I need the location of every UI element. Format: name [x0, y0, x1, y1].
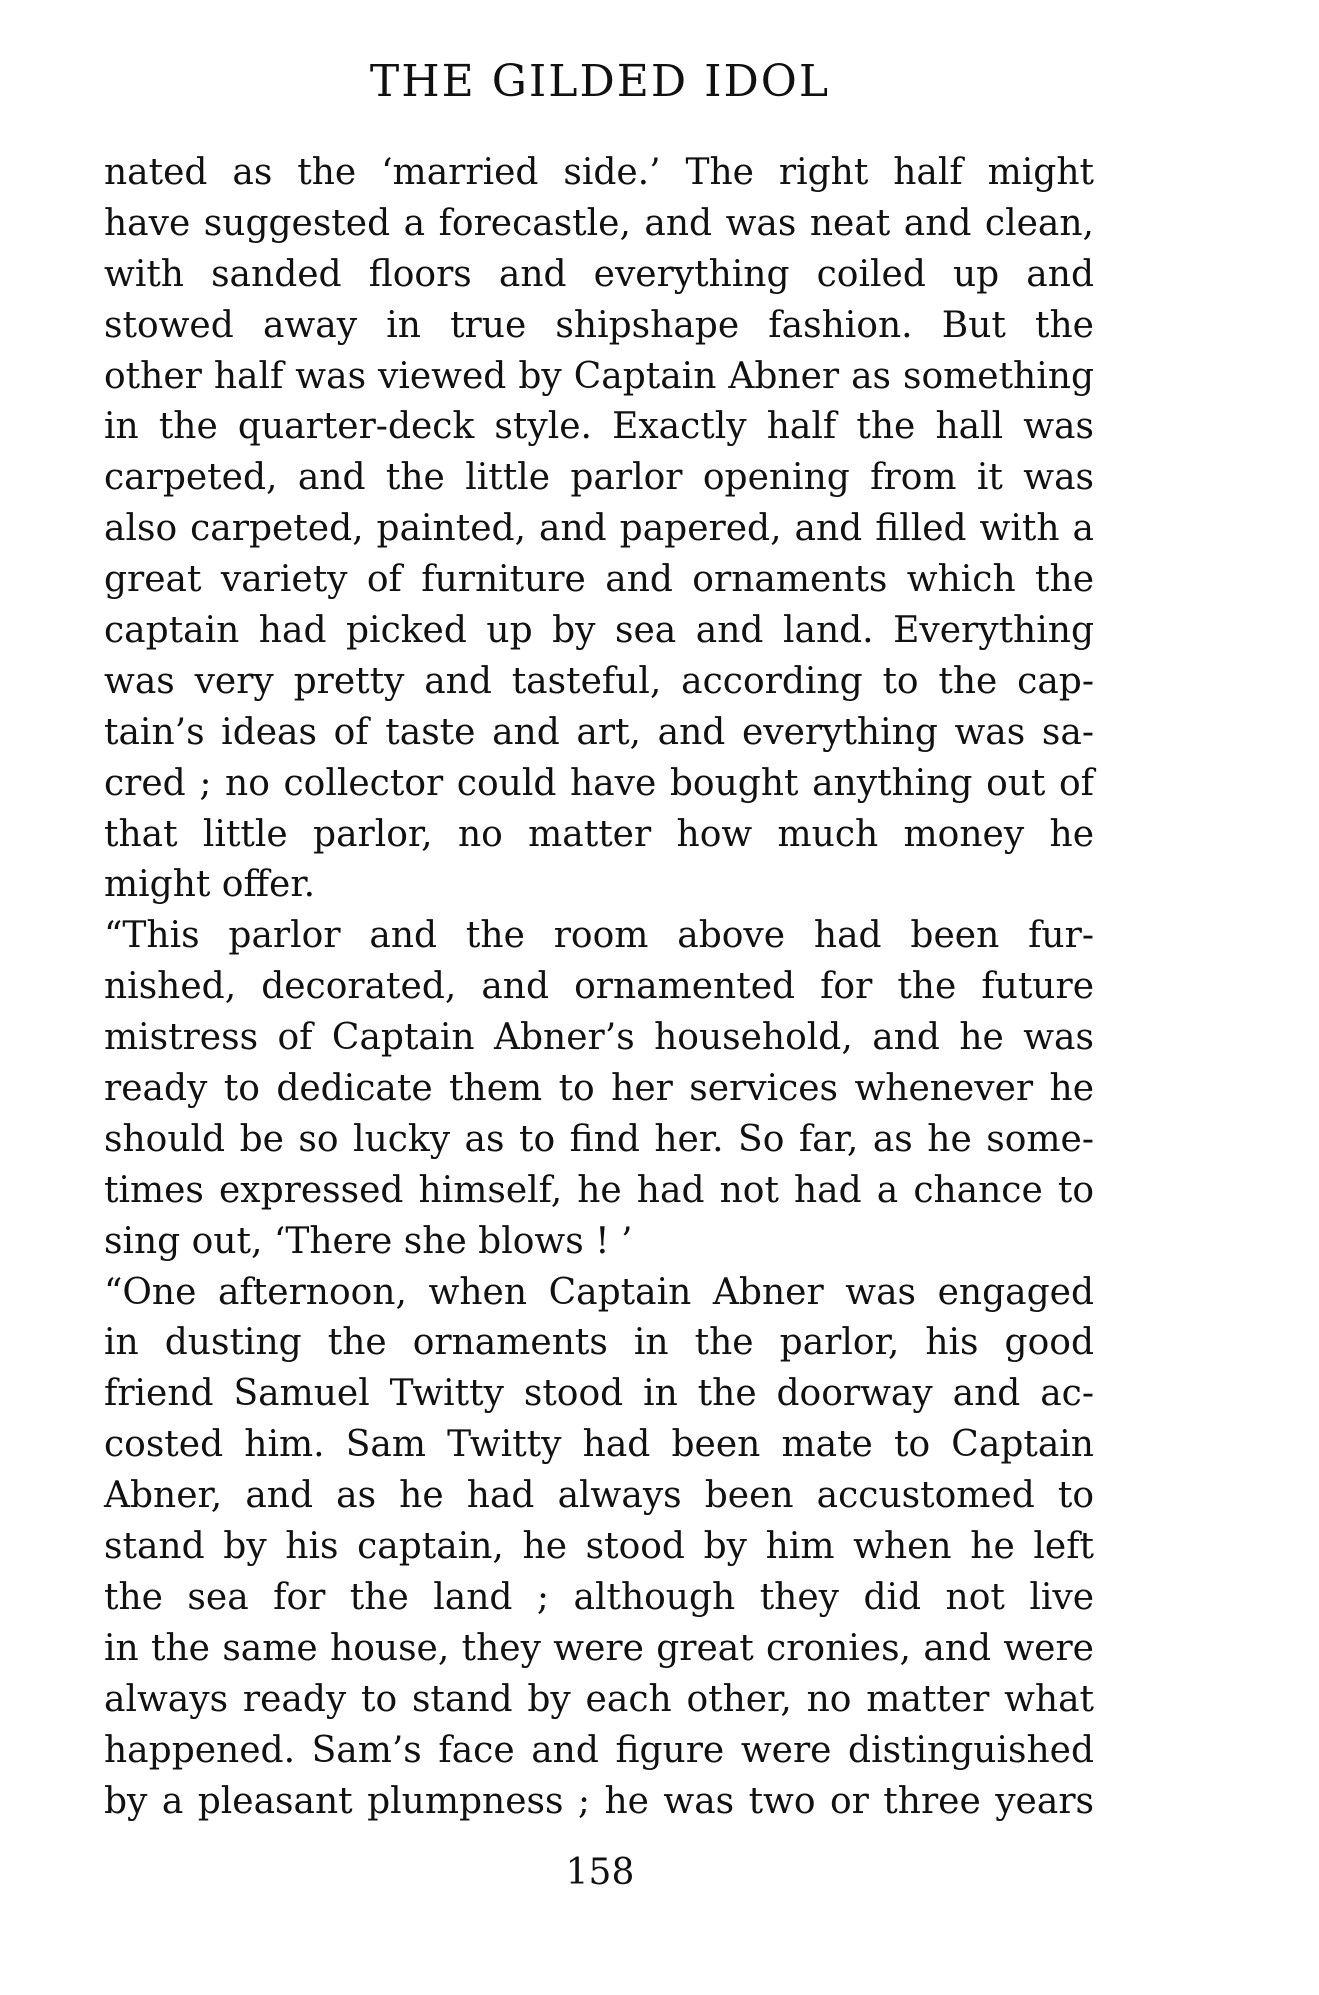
text-line: always ready to stand by each other, no matter what	[104, 1678, 1094, 1720]
text-line: have suggested a forecastle, and was neat and clean,	[104, 202, 1094, 244]
text-line: that little parlor, no matter how much money he	[104, 813, 1094, 855]
text-line: in the quarter-deck style. Exactly half the hall was	[104, 406, 1094, 448]
text-line: nished, decorated, and ornamented for the future	[104, 966, 1094, 1008]
text-line: tain’s ideas of taste and art, and everything was sa-	[104, 711, 1094, 753]
text-line: in dusting the ornaments in the parlor, his good	[104, 1322, 1094, 1364]
text-line: cred ; no collector could have bought anything out of	[104, 762, 1094, 804]
text-line: in the same house, they were great cronies, and were	[104, 1627, 1094, 1669]
text-line: costed him. Sam Twitty had been mate to Captain	[104, 1424, 1094, 1466]
text-line: “One afternoon, when Captain Abner was engaged	[104, 1271, 1094, 1313]
text-line: ready to dedicate them to her services whenever he	[104, 1068, 1094, 1110]
text-line: captain had picked up by sea and land. Everything	[104, 610, 1094, 652]
text-line: other half was viewed by Captain Abner as something	[104, 355, 1094, 397]
text-line: times expressed himself, he had not had a chance to	[104, 1169, 1094, 1211]
text-line: with sanded floors and everything coiled up and	[104, 253, 1094, 295]
text-line: stowed away in true shipshape fashion. But the	[104, 304, 1094, 346]
text-line: might offer.	[104, 864, 316, 906]
text-line: happened. Sam’s face and figure were distinguished	[104, 1729, 1094, 1771]
text-line: was very pretty and tasteful, according to the cap-	[104, 660, 1094, 702]
text-line: carpeted, and the little parlor opening from it was	[104, 457, 1094, 499]
text-line: nated as the ‘married side.’ The right half might	[104, 152, 1094, 193]
body-text	[104, 148, 1094, 1827]
page-number: 158	[565, 1852, 635, 1893]
text-line: should be so lucky as to find her. So far, as he some-	[104, 1118, 1094, 1160]
text-line: by a pleasant plumpness ; he was two or three years	[104, 1780, 1094, 1822]
text-line: friend Samuel Twitty stood in the doorway and ac-	[104, 1373, 1094, 1415]
text-line: mistress of Captain Abner’s household, and he was	[104, 1017, 1094, 1059]
text-line: “This parlor and the room above had been fur-	[104, 915, 1094, 957]
text-line: also carpeted, painted, and papered, and filled with a	[104, 508, 1094, 550]
text-line: Abner, and as he had always been accustomed to	[104, 1475, 1094, 1517]
text-line: stand by his captain, he stood by him when he left	[104, 1526, 1094, 1568]
text-line: the sea for the land ; although they did not live	[104, 1576, 1094, 1618]
text-line: sing out, ‘There she blows ! ’	[104, 1220, 633, 1262]
text-line: great variety of furniture and ornaments which the	[104, 559, 1094, 601]
running-head: THE GILDED IDOL	[369, 56, 831, 107]
